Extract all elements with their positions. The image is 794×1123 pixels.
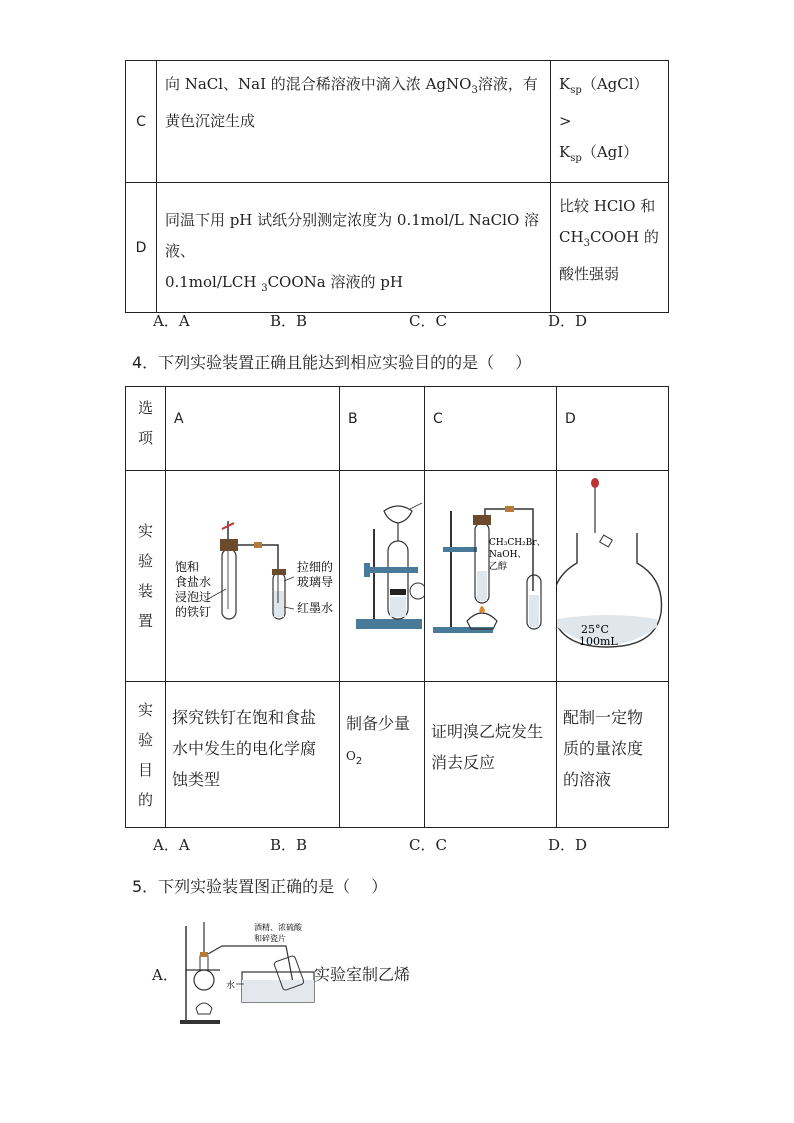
purpose-label: 实 验 目 的 — [126, 682, 166, 828]
row-conclusion: 比较 HClO 和 $CH_3COOH$ 的 酸性强弱 — [551, 183, 669, 313]
diagram-b — [340, 471, 424, 677]
option-d[interactable]: D．D — [548, 836, 588, 854]
option-c[interactable]: C．C — [409, 312, 447, 330]
row-label: D — [126, 183, 157, 313]
diagram-a-right-label: 玻璃导 — [297, 575, 334, 589]
diagram-a-right-label: 拉细的 — [297, 560, 334, 574]
table-row — [126, 682, 669, 828]
water-label: 水 — [226, 981, 236, 991]
option-a-letter: A． — [152, 966, 178, 984]
purpose-c: 证明溴乙烷发生 消去反应 — [425, 682, 557, 828]
purpose-d: 配制一定物 质的量浓度 的溶液 — [557, 682, 669, 828]
reagent-label: 和碎瓷片 — [254, 934, 286, 943]
diagram-a-right-label: 红墨水 — [297, 601, 334, 615]
table-row — [126, 183, 669, 313]
purpose-a: 探究铁钉在饱和食盐 水中发生的电化学腐 蚀类型 — [166, 682, 340, 828]
diagram-c-label: 乙醇 — [489, 562, 508, 572]
option-c[interactable]: C．C — [409, 836, 447, 854]
option-b[interactable]: B．B — [270, 312, 308, 330]
header-col-c: C — [425, 387, 557, 471]
table-row — [126, 471, 669, 682]
diagram-c-label: CH₃CH₂Br、 — [489, 538, 546, 548]
diagram-a-left-label: 浸泡过 — [175, 590, 212, 604]
table-row — [126, 387, 669, 471]
device-label: 实 验 装 置 — [126, 471, 166, 682]
option-a[interactable]: A．A — [153, 836, 190, 854]
row-conclusion: $K_{sp}(AgCl)>$ $K_{sp}(AgI)$ — [551, 61, 669, 183]
reagent-label: 酒精、浓硫酸 — [254, 923, 302, 932]
diagram-a-left-label: 饱和 — [175, 560, 200, 574]
flask-temperature: 25°C — [581, 623, 609, 636]
diagram-b-cell — [340, 471, 425, 682]
option-b[interactable]: B．B — [270, 836, 308, 854]
diagram-c-cell — [425, 471, 557, 682]
diagram-a-left-label: 食盐水 — [175, 575, 212, 589]
diagram-a-left-label: 的铁钉 — [175, 605, 212, 619]
purpose-b: 制备少量 $O_2$ — [340, 682, 425, 828]
q3-table — [125, 60, 669, 313]
table-row — [126, 61, 669, 183]
q4-stem: 4．下列实验装置正确且能达到相应实验目的的是（ ） — [132, 353, 532, 372]
diagram-a — [166, 471, 339, 677]
apparatus-caption: 实验室制乙烯 — [314, 965, 411, 984]
ethylene-apparatus — [176, 916, 336, 1028]
q5-stem: 5．下列实验装置图正确的是（ ） — [132, 877, 388, 896]
option-a[interactable]: A．A — [153, 312, 190, 330]
diagram-c — [425, 471, 556, 677]
row-description: 同温下用 pH 试纸分别测定浓度为 0.1mol/L NaClO 溶液、 0.1mol/LCH $_3$COONa 溶液的 pH — [156, 183, 550, 313]
q4-table — [125, 386, 669, 828]
diagram-d — [557, 471, 668, 677]
row-description: 向 NaCl、NaI 的混合稀溶液中滴入浓 AgNO$_3$溶液，有 黄色沉淀生成 — [156, 61, 550, 183]
diagram-c-label: NaOH、 — [489, 550, 527, 560]
diagram-d-cell — [557, 471, 669, 682]
header-option-label: 选 项 — [126, 387, 166, 471]
flask-volume: 100mL — [579, 635, 618, 648]
option-d[interactable]: D．D — [548, 312, 588, 330]
header-col-a: A — [166, 387, 340, 471]
header-col-b: B — [340, 387, 425, 471]
q5-option-a[interactable] — [152, 916, 432, 1028]
row-label: C — [126, 61, 157, 183]
diagram-a-cell — [166, 471, 340, 682]
header-col-d: D — [557, 387, 669, 471]
